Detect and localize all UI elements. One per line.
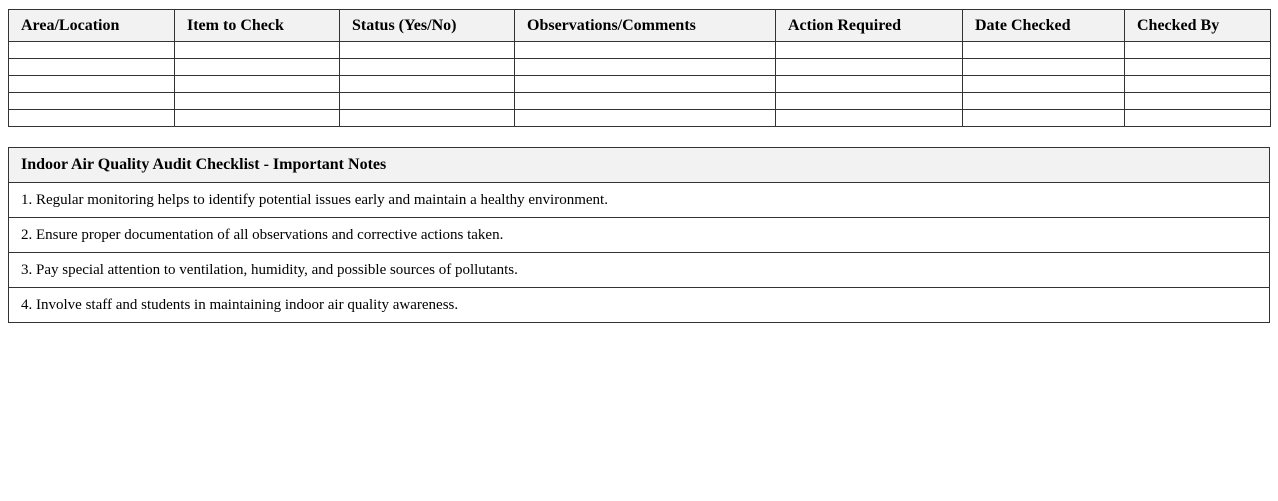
table-cell[interactable] <box>9 110 175 127</box>
table-cell[interactable] <box>515 59 776 76</box>
note-text: 2. Ensure proper documentation of all observations and corrective actions taken. <box>9 218 1270 253</box>
column-header-area-location: Area/Location <box>9 10 175 42</box>
table-cell[interactable] <box>963 42 1125 59</box>
table-cell[interactable] <box>340 76 515 93</box>
list-item <box>9 253 1270 288</box>
table-cell[interactable] <box>175 59 340 76</box>
column-header-item-to-check: Item to Check <box>175 10 340 42</box>
table-cell[interactable] <box>9 93 175 110</box>
table-cell[interactable] <box>9 59 175 76</box>
table-cell[interactable] <box>340 42 515 59</box>
notes-title: Indoor Air Quality Audit Checklist - Important Notes <box>9 148 1270 183</box>
table-cell[interactable] <box>776 76 963 93</box>
table-cell[interactable] <box>9 42 175 59</box>
list-item <box>9 288 1270 323</box>
table-cell[interactable] <box>776 93 963 110</box>
list-item <box>9 183 1270 218</box>
table-cell[interactable] <box>963 110 1125 127</box>
table-cell[interactable] <box>776 110 963 127</box>
note-text: 4. Involve staff and students in maintaining indoor air quality awareness. <box>9 288 1270 323</box>
table-cell[interactable] <box>1125 110 1271 127</box>
table-cell[interactable] <box>1125 93 1271 110</box>
column-header-checked-by: Checked By <box>1125 10 1271 42</box>
table-row <box>9 76 1271 93</box>
table-cell[interactable] <box>515 76 776 93</box>
table-header-row <box>9 10 1271 42</box>
table-cell[interactable] <box>963 59 1125 76</box>
table-cell[interactable] <box>1125 42 1271 59</box>
table-cell[interactable] <box>776 42 963 59</box>
table-row <box>9 59 1271 76</box>
table-cell[interactable] <box>1125 76 1271 93</box>
table-cell[interactable] <box>340 110 515 127</box>
column-header-date-checked: Date Checked <box>963 10 1125 42</box>
table-cell[interactable] <box>515 42 776 59</box>
note-text: 3. Pay special attention to ventilation, humidity, and possible sources of pollutants. <box>9 253 1270 288</box>
table-cell[interactable] <box>515 110 776 127</box>
audit-checklist-table <box>8 9 1271 127</box>
table-cell[interactable] <box>175 42 340 59</box>
notes-header-row <box>9 148 1270 183</box>
column-header-observations: Observations/Comments <box>515 10 776 42</box>
table-cell[interactable] <box>175 110 340 127</box>
table-cell[interactable] <box>175 93 340 110</box>
note-text: 1. Regular monitoring helps to identify potential issues early and maintain a healthy environment. <box>9 183 1270 218</box>
table-cell[interactable] <box>175 76 340 93</box>
column-header-action-required: Action Required <box>776 10 963 42</box>
table-cell[interactable] <box>515 93 776 110</box>
table-cell[interactable] <box>9 76 175 93</box>
table-row <box>9 42 1271 59</box>
table-cell[interactable] <box>1125 59 1271 76</box>
table-row <box>9 93 1271 110</box>
column-header-status: Status (Yes/No) <box>340 10 515 42</box>
table-cell[interactable] <box>340 59 515 76</box>
table-cell[interactable] <box>963 76 1125 93</box>
table-cell[interactable] <box>340 93 515 110</box>
table-cell[interactable] <box>963 93 1125 110</box>
table-cell[interactable] <box>776 59 963 76</box>
list-item <box>9 218 1270 253</box>
table-row <box>9 110 1271 127</box>
important-notes-table <box>8 147 1270 323</box>
